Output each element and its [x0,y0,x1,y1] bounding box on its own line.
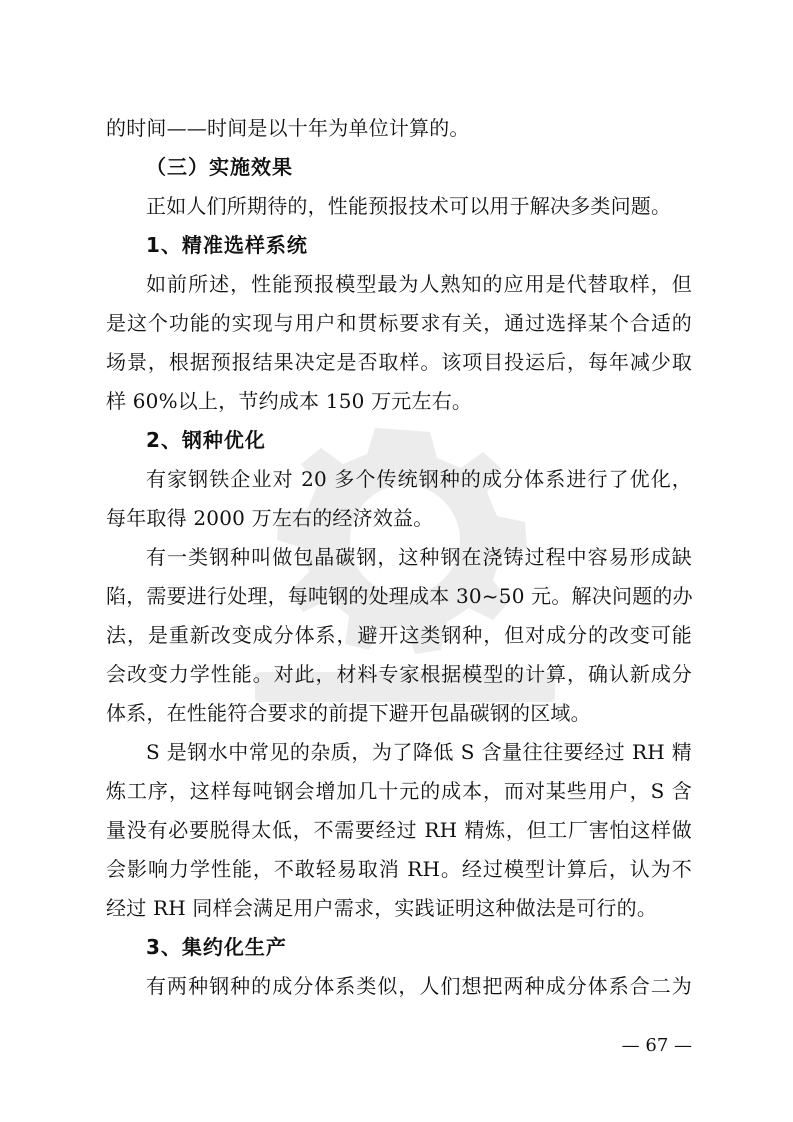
paragraph-line: 正如人们所期待的，性能预报技术可以用于解决多类问题。 [146,194,672,218]
paragraph-line: 每年取得 2000 万左右的经济效益。 [106,506,434,530]
paragraph-line: 样 60%以上，节约成本 150 万元左右。 [106,389,473,413]
paragraph-line: 会改变力学性能。对此，材料专家根据模型的计算，确认新成分 [106,662,692,686]
paragraph-line: 有一类钢种叫做包晶碳钢，这种钢在浇铸过程中容易形成缺 [146,545,692,569]
subsection-heading: 2、钢种优化 [146,428,266,452]
paragraph-line: 体系，在性能符合要求的前提下避开包晶碳钢的区域。 [106,701,591,725]
paragraph-line: 陷，需要进行处理，每吨钢的处理成本 30~50 元。解决问题的办 [106,584,693,608]
paragraph-line: 的时间——时间是以十年为单位计算的。 [106,116,470,140]
paragraph-line: 是这个功能的实现与用户和贯标要求有关，通过选择某个合适的 [106,311,692,335]
paragraph-line: 法，是重新改变成分体系，避开这类钢种，但对成分的改变可能 [106,623,692,647]
paragraph-line: 有两种钢种的成分体系类似，人们想把两种成分体系合二为 [146,974,692,998]
paragraph-line: 如前所述，性能预报模型最为人熟知的应用是代替取样，但 [146,272,692,296]
paragraph-line: 会影响力学性能，不敢轻易取消 RH。经过模型计算后，认为不 [106,857,692,881]
subsection-heading: 1、精准选样系统 [146,233,308,257]
paragraph-line: 炼工序，这样每吨钢会增加几十元的成本，而对某些用户，S 含 [106,779,692,803]
paragraph-line: 有家钢铁企业对 20 多个传统钢种的成分体系进行了优化， [146,467,692,491]
paragraph-line: 经过 RH 同样会满足用户需求，实践证明这种做法是可行的。 [106,896,658,920]
paragraph-line: S 是钢水中常见的杂质，为了降低 S 含量往往要经过 RH 精 [146,740,692,764]
page-number: — 67 — [621,1035,692,1056]
paragraph-line: 量没有必要脱得太低，不需要经过 RH 精炼，但工厂害怕这样做 [106,818,692,842]
subsection-heading: 3、集约化生产 [146,935,287,959]
paragraph-line: 场景，根据预报结果决定是否取样。该项目投运后，每年减少取 [106,350,692,374]
section-heading: （三）实施效果 [146,155,293,179]
